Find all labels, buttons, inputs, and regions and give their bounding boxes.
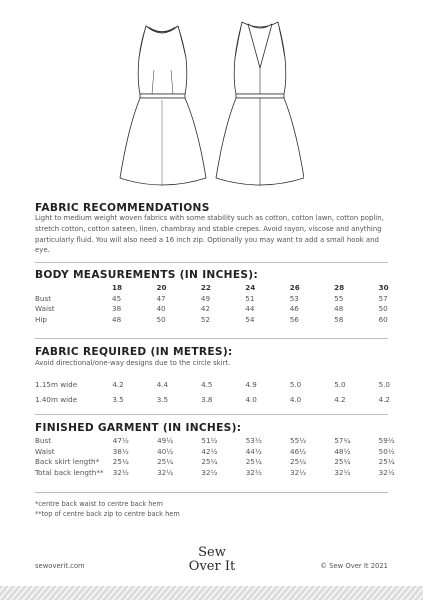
table-cell: 32½ bbox=[201, 467, 218, 477]
table-cell: 42½ bbox=[201, 446, 218, 456]
front-dress-icon bbox=[120, 26, 206, 186]
finished-garment-table bbox=[35, 436, 423, 478]
finished-garment-heading: FINISHED GARMENT (IN INCHES): bbox=[35, 422, 242, 434]
row-label: Bust bbox=[35, 293, 52, 303]
table-cell: 4.4 bbox=[156, 380, 169, 390]
size-cell: 22 bbox=[200, 283, 211, 292]
table-cell: 4.0 bbox=[245, 395, 257, 405]
brand-logo bbox=[188, 546, 236, 580]
table-cell: 55½ bbox=[290, 436, 307, 445]
section-divider bbox=[35, 262, 388, 263]
table-row bbox=[35, 378, 423, 393]
table-cell: 3.8 bbox=[201, 395, 213, 405]
fabric-recommendations-text: Light to medium weight woven fabrics with some stability such as cotton, cotton lawn, cotton poplin, stretch cotton, cotton sateen, linen, chambray and stable crepes. Avoid rayon, viscose and anything particularly fluid. You will also need a 16 inch zip. Optionally you may want to add a small hook and eye. bbox=[35, 214, 384, 255]
table-cell: 32½ bbox=[334, 467, 351, 477]
table-cell: 40½ bbox=[157, 446, 174, 456]
section-divider bbox=[35, 492, 388, 493]
table-cell: 57¼ bbox=[334, 436, 351, 445]
table-cell: 4.0 bbox=[289, 395, 302, 405]
table-cell: 3.5 bbox=[156, 395, 169, 405]
table-row bbox=[35, 294, 423, 305]
table-cell: 32½ bbox=[290, 467, 307, 477]
back-dress-icon bbox=[216, 22, 304, 186]
row-label: Total back length** bbox=[35, 467, 104, 477]
logo-line-2: Over It bbox=[188, 559, 236, 574]
footnote-back-skirt: *centre back waist to centre back hem bbox=[35, 500, 163, 508]
table-cell: 50 bbox=[378, 304, 388, 313]
table-row bbox=[35, 468, 423, 479]
table-cell: 51½ bbox=[201, 436, 218, 445]
table-cell: 44 bbox=[245, 304, 255, 313]
table-cell: 25¼ bbox=[378, 457, 395, 466]
table-cell: 49 bbox=[200, 293, 211, 303]
size-cell: 20 bbox=[156, 283, 167, 292]
website-link[interactable]: sewoverit.com bbox=[35, 562, 85, 570]
row-label: Waist bbox=[35, 446, 55, 456]
table-cell: 53½ bbox=[245, 436, 262, 445]
table-cell: 51 bbox=[245, 293, 255, 303]
footnote-total-back: **top of centre back zip to centre back hem bbox=[35, 510, 180, 518]
table-cell: 44½ bbox=[245, 446, 262, 456]
row-label: Hip bbox=[35, 314, 47, 324]
table-cell: 50½ bbox=[378, 446, 395, 456]
table-cell: 32½ bbox=[245, 467, 262, 477]
table-cell: 32½ bbox=[157, 467, 174, 477]
logo-line-1: Sew bbox=[198, 545, 226, 560]
table-row bbox=[35, 393, 423, 408]
table-row bbox=[35, 457, 423, 468]
section-divider bbox=[35, 414, 388, 415]
table-cell: 3.5 bbox=[112, 395, 124, 405]
table-cell: 58 bbox=[334, 314, 344, 324]
body-measurements-table bbox=[35, 283, 423, 325]
table-cell: 5.0 bbox=[334, 380, 346, 390]
size-cell: 30 bbox=[378, 283, 389, 292]
table-cell: 5.0 bbox=[378, 380, 391, 390]
table-cell: 5.0 bbox=[289, 380, 302, 390]
table-cell: 25¼ bbox=[157, 457, 174, 466]
table-cell: 46½ bbox=[290, 446, 307, 456]
size-cell: 18 bbox=[112, 283, 123, 292]
dress-illustrations bbox=[118, 18, 304, 200]
table-cell: 4.2 bbox=[334, 395, 346, 405]
row-label: Back skirt length* bbox=[35, 457, 100, 466]
table-cell: 32½ bbox=[378, 467, 395, 477]
table-cell: 48½ bbox=[334, 446, 351, 456]
size-header-row bbox=[35, 283, 423, 294]
table-cell: 4.9 bbox=[245, 380, 257, 390]
size-cell: 24 bbox=[245, 283, 256, 292]
table-cell: 49½ bbox=[157, 436, 174, 445]
fabric-required-table bbox=[35, 378, 423, 408]
fabric-required-note: Avoid directional/one-way designs due to the circle skirt. bbox=[35, 359, 231, 367]
table-cell: 56 bbox=[289, 314, 299, 324]
row-label: Waist bbox=[35, 304, 55, 313]
body-measurements-heading: BODY MEASUREMENTS (IN INCHES): bbox=[35, 269, 258, 281]
table-cell: 46 bbox=[289, 304, 299, 313]
row-label: Bust bbox=[35, 436, 52, 445]
size-cell: 28 bbox=[334, 283, 345, 292]
table-row bbox=[35, 436, 423, 447]
table-row bbox=[35, 315, 423, 326]
table-cell: 4.2 bbox=[378, 395, 391, 405]
fabric-recommendations-heading: FABRIC RECOMMENDATIONS bbox=[35, 202, 210, 214]
table-cell: 25¼ bbox=[334, 457, 351, 466]
table-cell: 47 bbox=[156, 293, 166, 303]
table-cell: 53 bbox=[289, 293, 299, 303]
table-cell: 47½ bbox=[112, 436, 129, 445]
table-cell: 38½ bbox=[112, 446, 129, 456]
table-cell: 55 bbox=[334, 293, 344, 303]
table-cell: 57 bbox=[378, 293, 388, 303]
copyright-text: © Sew Over It 2021 bbox=[320, 562, 388, 570]
table-cell: 52 bbox=[200, 314, 211, 324]
table-cell: 25¼ bbox=[201, 457, 218, 466]
table-cell: 25¼ bbox=[245, 457, 262, 466]
size-cell: 26 bbox=[289, 283, 300, 292]
table-cell: 59½ bbox=[378, 436, 395, 445]
table-cell: 42 bbox=[200, 304, 211, 313]
table-row bbox=[35, 447, 423, 458]
table-cell: 25¼ bbox=[112, 457, 129, 466]
table-cell: 32½ bbox=[112, 467, 129, 477]
table-cell: 4.2 bbox=[112, 380, 124, 390]
table-cell: 60 bbox=[378, 314, 388, 324]
table-cell: 4.5 bbox=[201, 380, 213, 390]
table-cell: 54 bbox=[245, 314, 255, 324]
table-cell: 40 bbox=[156, 304, 166, 313]
table-row bbox=[35, 304, 423, 315]
table-cell: 38 bbox=[112, 304, 122, 313]
table-cell: 45 bbox=[112, 293, 122, 303]
section-divider bbox=[35, 338, 388, 339]
table-cell: 25¼ bbox=[290, 457, 307, 466]
table-cell: 48 bbox=[112, 314, 122, 324]
table-cell: 48 bbox=[334, 304, 344, 313]
table-cell: 50 bbox=[156, 314, 166, 324]
row-label: 1.15m wide bbox=[35, 380, 78, 390]
fabric-required-heading: FABRIC REQUIRED (IN METRES): bbox=[35, 346, 233, 358]
footer-stripe bbox=[0, 586, 423, 600]
row-label: 1.40m wide bbox=[35, 395, 78, 405]
